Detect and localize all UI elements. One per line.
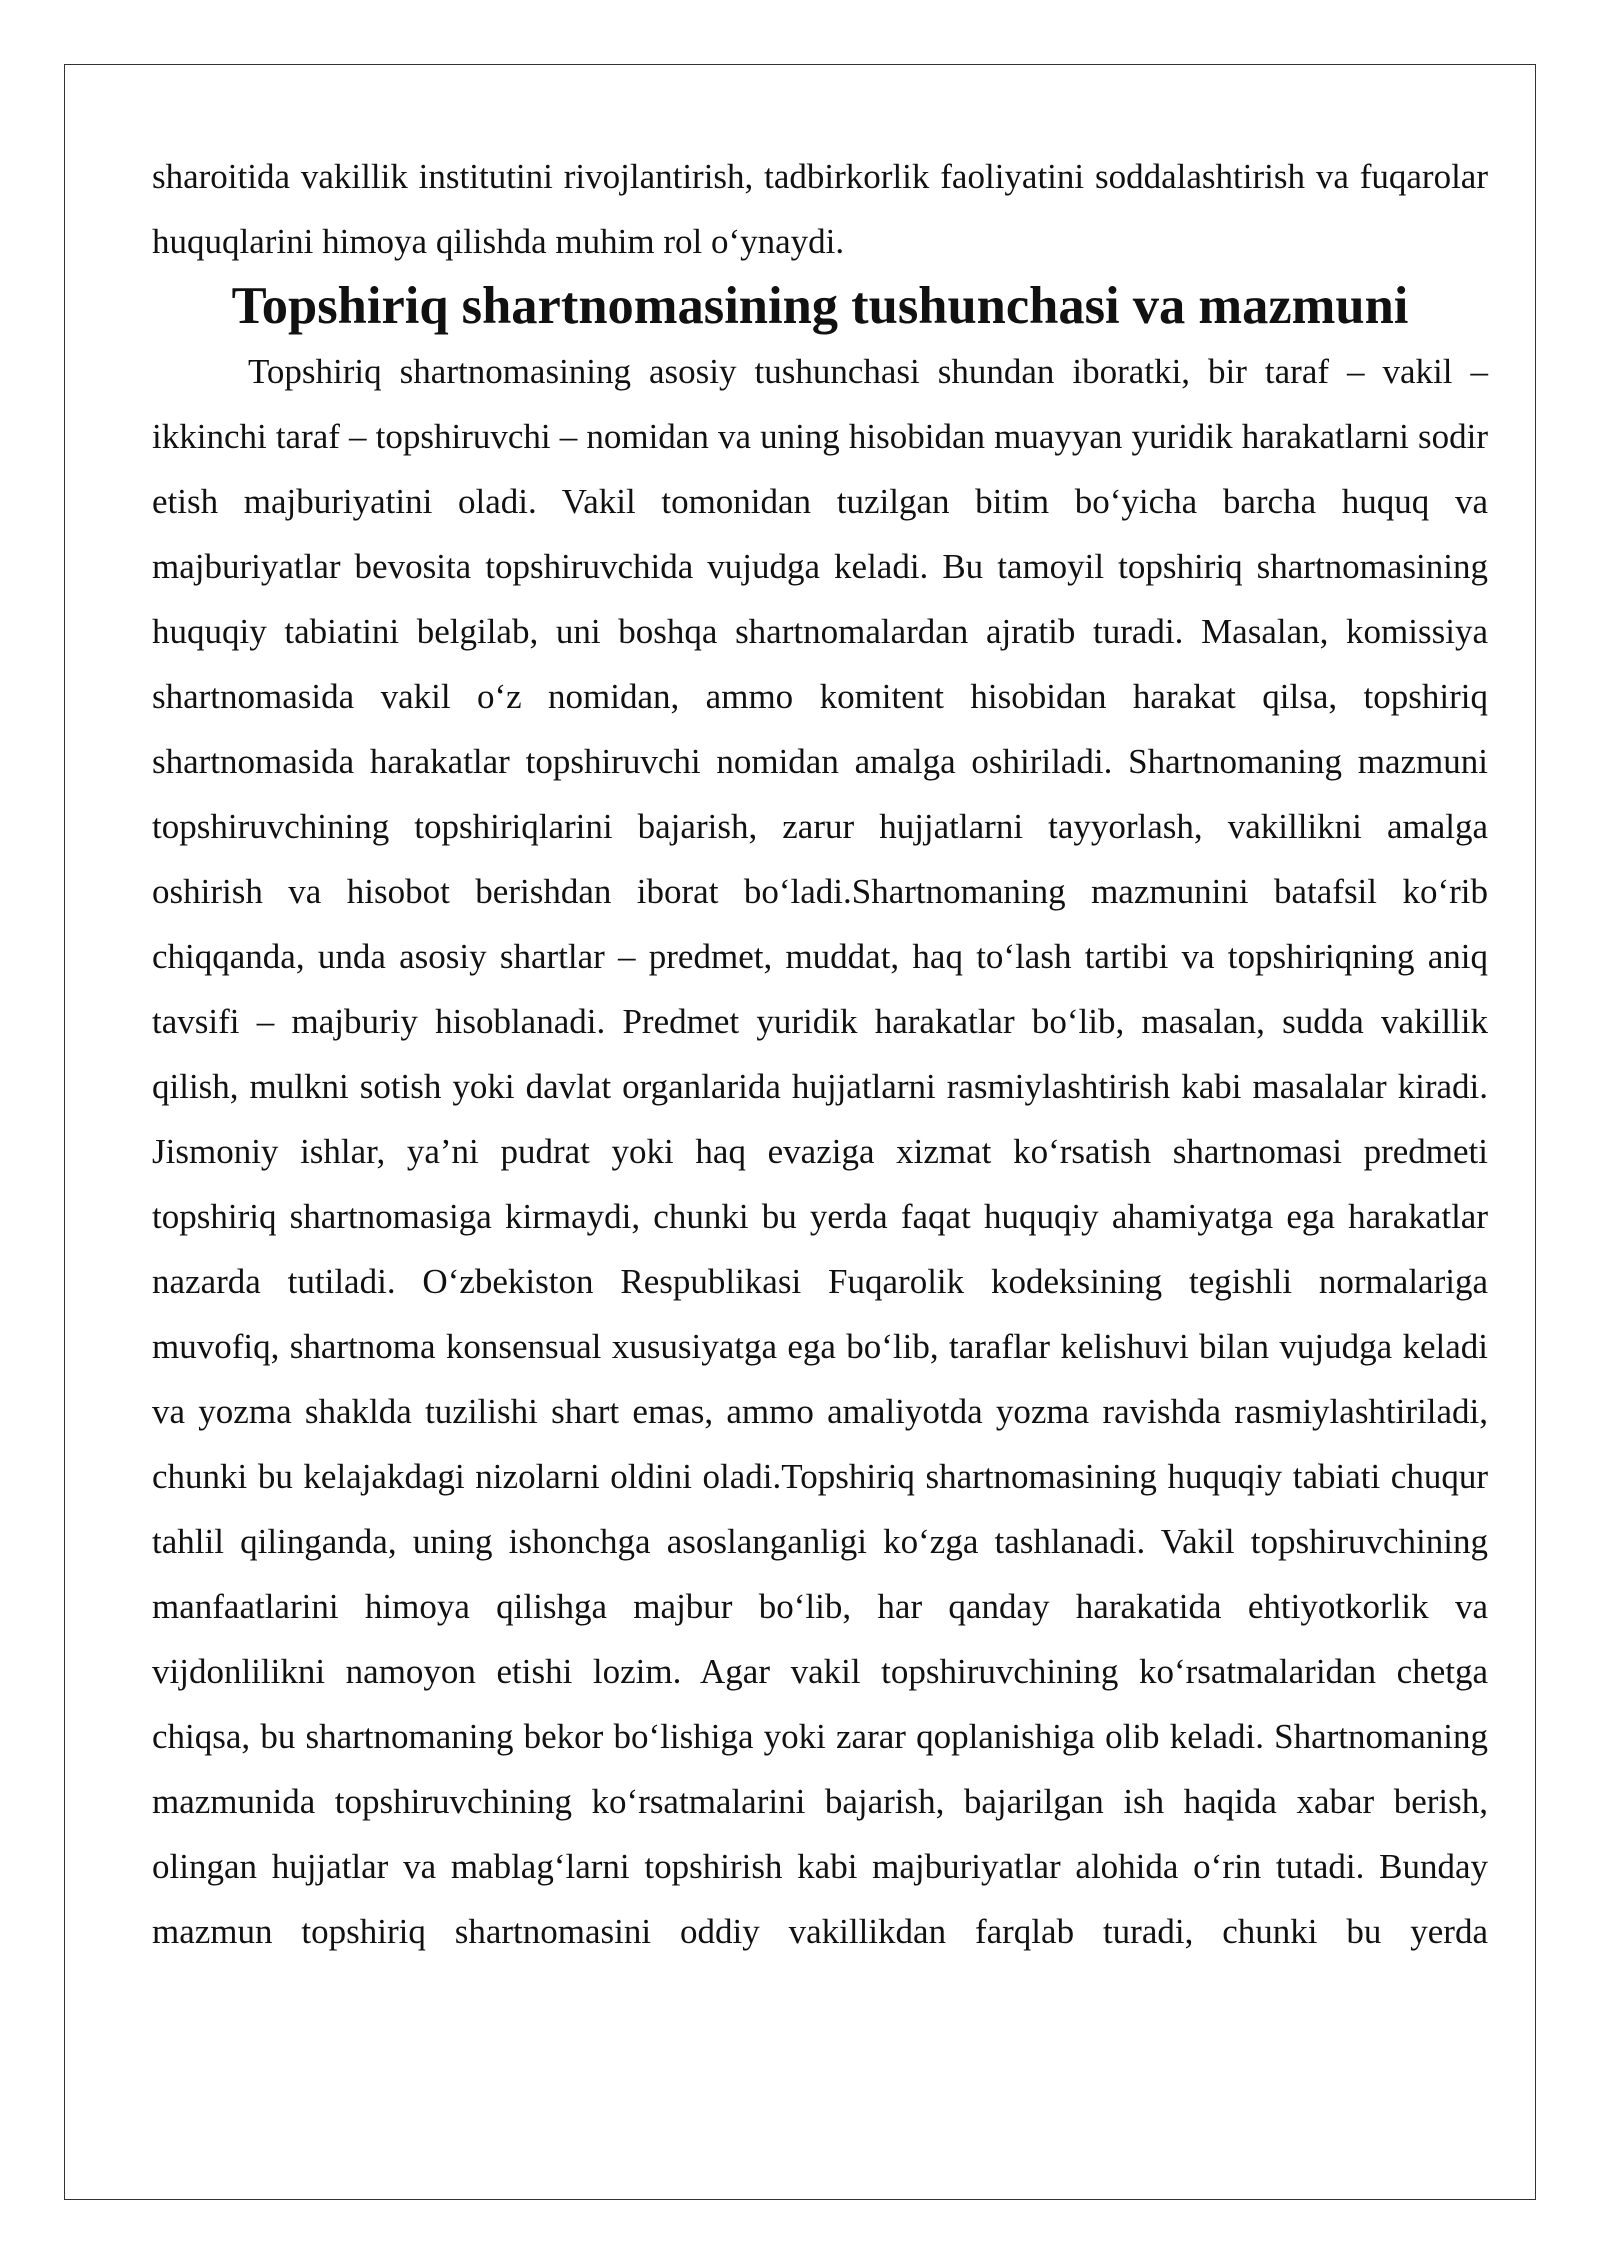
section-heading: Topshiriq shartnomasining tushunchasi va mazmuni xyxy=(231,277,1409,335)
intro-paragraph: sharoitida vakillik institutini rivojlantirish, tadbirkorlik faoliyatini soddalashtirish va fuqarolar huquqlarini himoya qilishda muhim rol o‘ynaydi. xyxy=(152,157,1488,261)
body-paragraph: Topshiriq shartnomasining asosiy tushunchasi shundan iboratki, bir taraf – vakil – ikkinchi taraf – topshiruvchi – nomidan va uning hisobidan muayyan yuridik harakatlarni sodir etish majburiyatini oladi. Vakil tomonidan tuzilgan bitim bo‘yicha barcha huquq va majburiyatlar bevosita topshiruvchida vujudga keladi. Bu tamoyil topshiriq shartnomasining huquqiy tabiatini belgilab, uni boshqa shartnomalardan ajratib turadi. Masalan, komissiya shartnomasida vakil o‘z nomidan, ammo komitent hisobidan harakat qilsa, topshiriq shartnomasida harakatlar topshiruvchi nomidan amalga oshiriladi. Shartnomaning mazmuni topshiruvchining topshiriqlarini bajarish, zarur hujjatlarni tayyorlash, vakillikni amalga oshirish va hisobot berishdan iborat bo‘ladi.Shartnomaning mazmunini batafsil ko‘rib chiqqanda, unda asosiy shartlar – predmet, muddat, haq to‘lash tartibi va topshiriqning aniq tavsifi – majburiy hisoblanadi. Predmet yuridik harakatlar bo‘lib, masalan, sudda vakillik qilish, mulkni sotish yoki davlat organlarida hujjatlarni rasmiylashtirish kabi masalalar kiradi. Jismoniy ishlar, ya’ni pudrat yoki haq evaziga xizmat ko‘rsatish shartnomasi predmeti topshiriq shartnomasiga kirmaydi, chunki bu yerda faqat huquqiy ahamiyatga ega harakatlar nazarda tutiladi. O‘zbekiston Respublikasi Fuqarolik kodeksining tegishli normalariga muvofiq, shartnoma konsensual xususiyatga ega bo‘lib, taraflar kelishuvi bilan vujudga keladi va yozma shaklda tuzilishi shart emas, ammo amaliyotda yozma ravishda rasmiylashtiriladi, chunki bu kelajakdagi nizolarni oldini oladi.Topshiriq shartnomasining huquqiy tabiati chuqur tahlil qilinganda, uning ishonchga asoslanganligi ko‘zga tashlanadi. Vakil topshiruvchining manfaatlarini himoya qilishga majbur bo‘lib, har qanday harakatida ehtiyotkorlik va vijdonlilikni namoyon etishi lozim. Agar vakil topshiruvchining ko‘rsatmalaridan chetga chiqsa, bu shartnomaning bekor bo‘lishiga yoki zarar qoplanishiga olib keladi. Shartnomaning mazmunida topshiruvchining ko‘rsatmalarini bajarish, bajarilgan ish haqida xabar berish, olingan hujjatlar va mablag‘larni topshirish kabi majburiyatlar alohida o‘rin tutadi. Bunday mazmun topshiriq shartnomasini oddiy vakillikdan farqlab turadi, chunki bu yerda xyxy=(152,352,1488,1951)
document-body xyxy=(152,144,1488,1964)
